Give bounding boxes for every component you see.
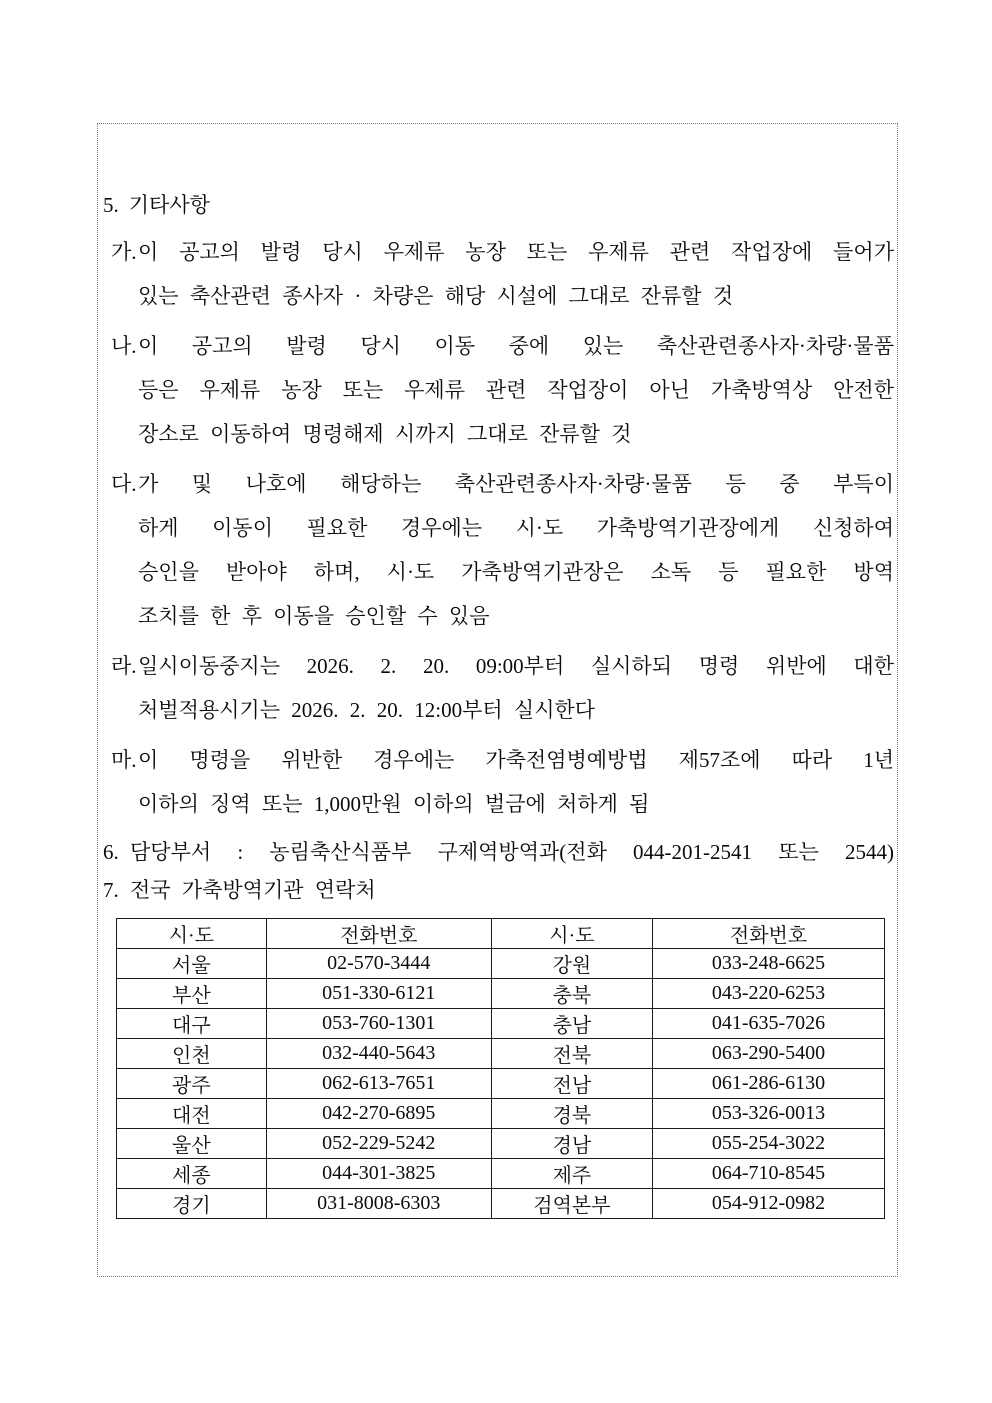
text-line: 있는 축산관련 종사자 · 차량은 해당 시설에 그대로 잔류할 것 bbox=[138, 284, 734, 308]
table-row bbox=[117, 1069, 885, 1099]
list-item-body bbox=[138, 644, 894, 732]
text-line: 일시이동중지는 2026. 2. 20. 09:00부터 실시하되 명령 위반에 대한 bbox=[138, 654, 894, 678]
table-cell-phone: 02-570-3444 bbox=[266, 949, 491, 979]
text-line: 이 명령을 위반한 경우에는 가축전염병예방법 제57조에 따라 1년 bbox=[138, 748, 894, 772]
text-line: 장소로 이동하여 명령해제 시까지 그대로 잔류할 것 bbox=[138, 422, 632, 446]
table-cell-region: 세종 bbox=[117, 1159, 267, 1189]
list-item-ga bbox=[111, 230, 894, 318]
table-cell-phone: 064-710-8545 bbox=[653, 1159, 885, 1189]
text-line: 이 공고의 발령 당시 이동 중에 있는 축산관련종사자·차량·물품 bbox=[138, 334, 894, 358]
table-cell-region: 경북 bbox=[491, 1099, 652, 1129]
table-header-cell: 시·도 bbox=[117, 919, 267, 949]
table-cell-region: 전남 bbox=[491, 1069, 652, 1099]
text-line: 등은 우제류 농장 또는 우제류 관련 작업장이 아닌 가축방역상 안전한 bbox=[138, 378, 894, 402]
list-item-na bbox=[111, 324, 894, 456]
table-row bbox=[117, 1039, 885, 1069]
page-border-frame bbox=[97, 123, 898, 1277]
table-header-row bbox=[117, 919, 885, 949]
document-content bbox=[98, 124, 897, 1219]
text-line: 이하의 징역 또는 1,000만원 이하의 벌금에 처하게 됨 bbox=[138, 792, 650, 816]
table-cell-region: 울산 bbox=[117, 1129, 267, 1159]
table-cell-phone: 053-760-1301 bbox=[266, 1009, 491, 1039]
section-5-title: 기타사항 bbox=[128, 193, 210, 217]
table-row bbox=[117, 979, 885, 1009]
table-cell-phone: 032-440-5643 bbox=[266, 1039, 491, 1069]
text-line: 하게 이동이 필요한 경우에는 시·도 가축방역기관장에게 신청하여 bbox=[138, 516, 894, 540]
list-item-ra bbox=[111, 644, 894, 732]
table-cell-phone: 043-220-6253 bbox=[653, 979, 885, 1009]
table-cell-region: 대전 bbox=[117, 1099, 267, 1129]
table-header-cell: 전화번호 bbox=[266, 919, 491, 949]
table-cell-region: 충북 bbox=[491, 979, 652, 1009]
section-6-number: 6. bbox=[103, 840, 119, 864]
table-cell-phone: 052-229-5242 bbox=[266, 1129, 491, 1159]
table-row bbox=[117, 1099, 885, 1129]
table-cell-phone: 042-270-6895 bbox=[266, 1099, 491, 1129]
table-cell-region: 인천 bbox=[117, 1039, 267, 1069]
text-line: 가 및 나호에 해당하는 축산관련종사자·차량·물품 등 중 부득이 bbox=[138, 472, 894, 496]
list-item-body bbox=[138, 738, 894, 826]
table-cell-region: 경기 bbox=[117, 1189, 267, 1219]
list-item-label: 마. bbox=[111, 748, 137, 772]
list-item-da bbox=[111, 462, 894, 638]
table-row bbox=[117, 1159, 885, 1189]
table-cell-region: 서울 bbox=[117, 949, 267, 979]
list-item-label: 다. bbox=[111, 472, 137, 496]
section-6-text: 담당부서 : 농림축산식품부 구제역방역과(전화 044-201-2541 또는 2544) bbox=[130, 840, 894, 864]
text-line: 이 공고의 발령 당시 우제류 농장 또는 우제류 관련 작업장에 들어가 bbox=[138, 240, 894, 264]
list-item-ma bbox=[111, 738, 894, 826]
section-7 bbox=[103, 872, 894, 908]
table-cell-region: 광주 bbox=[117, 1069, 267, 1099]
list-item-body bbox=[138, 324, 894, 456]
table-row bbox=[117, 1129, 885, 1159]
section-7-text: 전국 가축방역기관 연락처 bbox=[130, 878, 376, 902]
table-cell-region: 대구 bbox=[117, 1009, 267, 1039]
table-cell-phone: 053-326-0013 bbox=[653, 1099, 885, 1129]
table-cell-phone: 044-301-3825 bbox=[266, 1159, 491, 1189]
table-cell-region: 강원 bbox=[491, 949, 652, 979]
text-line: 처벌적용시기는 2026. 2. 20. 12:00부터 실시한다 bbox=[138, 698, 596, 722]
table-cell-phone: 041-635-7026 bbox=[653, 1009, 885, 1039]
list-item-body bbox=[138, 230, 894, 318]
list-item-label: 나. bbox=[111, 334, 137, 358]
text-line: 조치를 한 후 이동을 승인할 수 있음 bbox=[138, 604, 490, 628]
table-row bbox=[117, 1189, 885, 1219]
table-cell-phone: 063-290-5400 bbox=[653, 1039, 885, 1069]
table-cell-phone: 054-912-0982 bbox=[653, 1189, 885, 1219]
table-row bbox=[117, 1009, 885, 1039]
table-cell-phone: 055-254-3022 bbox=[653, 1129, 885, 1159]
table-cell-region: 전북 bbox=[491, 1039, 652, 1069]
list-item-label: 라. bbox=[111, 654, 137, 678]
table-cell-phone: 061-286-6130 bbox=[653, 1069, 885, 1099]
table-cell-region: 제주 bbox=[491, 1159, 652, 1189]
table-cell-region: 검역본부 bbox=[491, 1189, 652, 1219]
text-line: 승인을 받아야 하며, 시·도 가축방역기관장은 소독 등 필요한 방역 bbox=[138, 560, 894, 584]
list-item-body bbox=[138, 462, 894, 638]
contact-table bbox=[116, 918, 885, 1219]
table-cell-region: 부산 bbox=[117, 979, 267, 1009]
table-header-cell: 시·도 bbox=[491, 919, 652, 949]
table-cell-phone: 051-330-6121 bbox=[266, 979, 491, 1009]
table-cell-region: 경남 bbox=[491, 1129, 652, 1159]
section-5-heading bbox=[103, 190, 894, 220]
section-7-number: 7. bbox=[103, 878, 119, 902]
list-item-label: 가. bbox=[111, 240, 137, 264]
table-header-cell: 전화번호 bbox=[653, 919, 885, 949]
section-6 bbox=[103, 834, 894, 870]
section-5-number: 5. bbox=[103, 193, 119, 217]
table-cell-phone: 033-248-6625 bbox=[653, 949, 885, 979]
table-row bbox=[117, 949, 885, 979]
table-cell-phone: 062-613-7651 bbox=[266, 1069, 491, 1099]
table-cell-phone: 031-8008-6303 bbox=[266, 1189, 491, 1219]
table-cell-region: 충남 bbox=[491, 1009, 652, 1039]
